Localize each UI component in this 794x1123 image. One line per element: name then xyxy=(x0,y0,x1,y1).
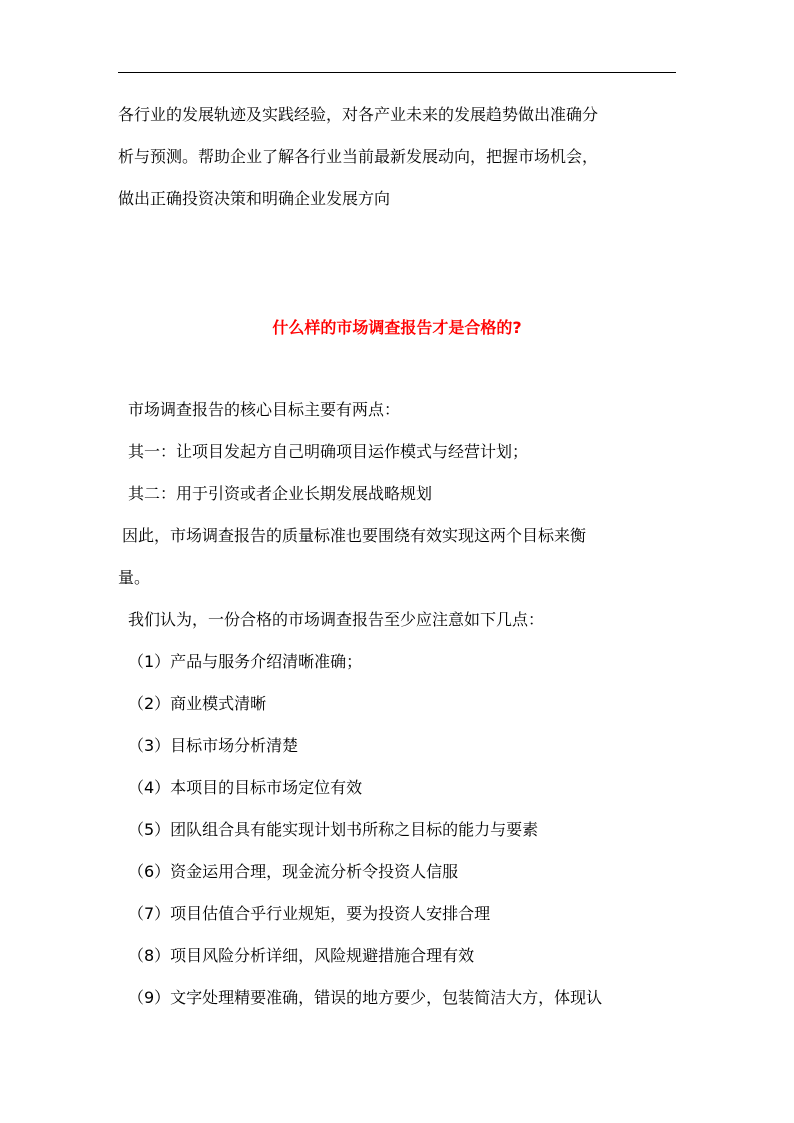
section-heading: 什么样的市场调查报告才是合格的? xyxy=(272,318,522,337)
therefore-line-2: 量。 xyxy=(118,568,151,587)
header-rule xyxy=(118,72,676,73)
intro-line-2: 析与预测。帮助企业了解各行业当前最新发展动向，把握市场机会， xyxy=(118,147,599,166)
list-item: （3）目标市场分析清楚 xyxy=(128,736,299,755)
intro-line-3: 做出正确投资决策和明确企业发展方向 xyxy=(118,189,391,208)
intro-line-1: 各行业的发展轨迹及实践经验，对各产业未来的发展趋势做出准确分 xyxy=(118,105,599,124)
therefore-line-1: 因此，市场调查报告的质量标准也要围绕有效实现这两个目标来衡 xyxy=(122,526,587,545)
list-item: （2）商业模式清晰 xyxy=(128,694,267,713)
list-item: （7）项目估值合乎行业规矩，要为投资人安排合理 xyxy=(128,904,491,923)
list-item: （5）团队组合具有能实现计划书所称之目标的能力与要素 xyxy=(128,820,539,839)
list-item: （8）项目风险分析详细，风险规避措施合理有效 xyxy=(128,946,475,965)
goal-intro: 市场调查报告的核心目标主要有两点： xyxy=(128,400,401,419)
goal-2: 其二：用于引资或者企业长期发展战略规划 xyxy=(128,484,433,503)
list-item: （9）文字处理精要准确，错误的地方要少，包装简洁大方，体现认 xyxy=(128,988,603,1007)
goal-1: 其一：让项目发起方自己明确项目运作模式与经营计划； xyxy=(128,442,529,461)
list-item: （1）产品与服务介绍清晰准确； xyxy=(128,652,363,671)
criteria-intro: 我们认为，一份合格的市场调查报告至少应注意如下几点： xyxy=(128,610,545,629)
list-item: （6）资金运用合理，现金流分析令投资人信服 xyxy=(128,862,459,881)
list-item: （4）本项目的目标市场定位有效 xyxy=(128,778,363,797)
